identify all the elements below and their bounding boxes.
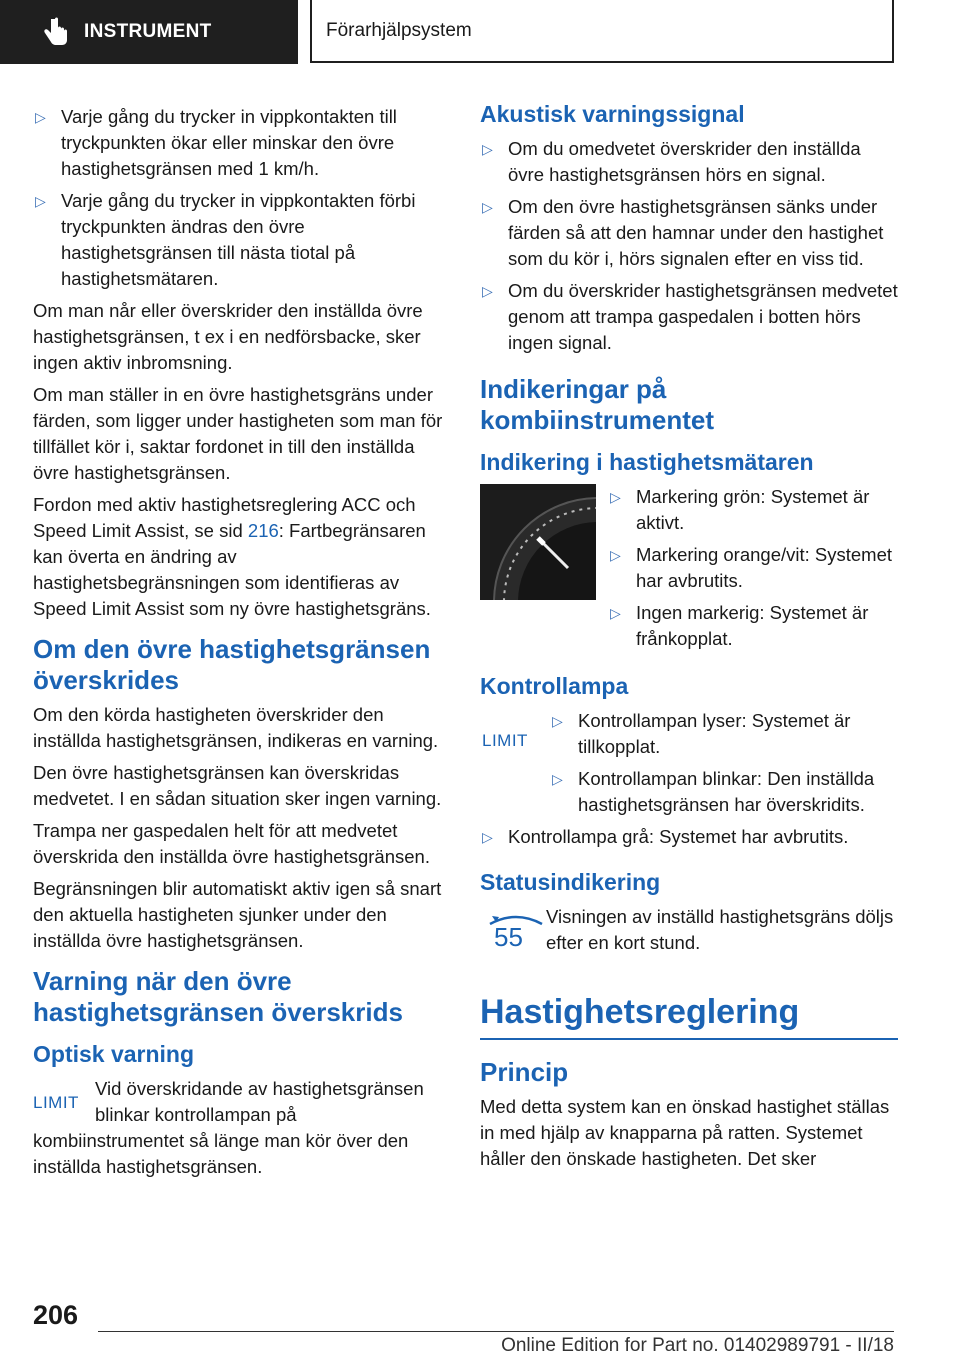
list-item: ▷ Ingen markerig: Systemet är frånkopplat. (608, 600, 898, 652)
subsection-heading: Statusindikering (480, 869, 661, 895)
header-tab-label: INSTRUMENT (84, 21, 212, 42)
speedometer-figure (480, 484, 898, 658)
paragraph: Om den körda hastigheten överskrider den inställda hastighetsgränsen, indikeras en varning. (33, 704, 439, 751)
hand-pointer-icon (36, 12, 76, 52)
status-speed-icon (480, 904, 546, 958)
list-item: ▷ Varje gång du trycker in vippkontakten till tryckpunkten ökar eller minskar den övre hastighetsgränsen med 1 km/h. (33, 104, 445, 182)
subsection-heading: Princip (480, 1057, 569, 1087)
footer-divider (98, 1331, 894, 1332)
bullet-list (608, 484, 898, 658)
bullet-list (480, 136, 898, 356)
control-lamp-figure (480, 708, 898, 824)
paragraph: Om man når eller överskrider den inställda övre hastighetsgränsen, t ex i en nedförsbacke, sker ingen aktiv inbromsning. (33, 300, 423, 373)
paragraph (33, 1076, 445, 1180)
paragraph-text: Vid överskridande av hastighetsgränsen blinkar kontrollampan på kombiinstrumentet så länge man kör över den inställda hastighetsgränsen. (33, 1078, 424, 1177)
list-item: ▷ Kontrollampan lyser: Systemet är tillkopplat. (550, 708, 898, 760)
subsection-heading: Indikering i hastighetsmätaren (480, 449, 814, 475)
status-figure (480, 904, 898, 962)
section-heading: Om den övre hastighetsgränsen överskrides (33, 634, 431, 695)
list-item: ▷ Om du omedvetet överskrider den inställda övre hastighetsgränsen hörs en signal. (480, 136, 898, 188)
chapter-heading: Hastighetsreglering (480, 992, 898, 1040)
footer-edition: Online Edition for Part no. 01402989791 - II/18 (501, 1335, 894, 1356)
paragraph: Den övre hastighetsgränsen kan överskridas medvetet. I en sådan situation sker ingen varning. (33, 762, 442, 809)
limit-indicator-icon: LIMIT (482, 731, 528, 750)
paragraph: Med detta system kan en önskad hastighet ställas in med hjälp av knapparna på ratten. Systemet håller den önskade hastigheten. Det sker (480, 1096, 890, 1169)
limit-indicator-icon: LIMIT (33, 1093, 79, 1112)
list-item: ▷ Markering grön: Systemet är aktivt. (608, 484, 898, 536)
bullet-list (33, 104, 445, 292)
page-number: 206 (33, 1300, 79, 1330)
bullet-list (480, 824, 898, 850)
status-speed-value: 55 (494, 922, 523, 952)
subsection-heading: Kontrollampa (480, 673, 629, 699)
left-column (33, 104, 445, 1186)
paragraph-text: Fordon med aktiv hastighetsreglering ACC och Speed Limit Assist, se sid (33, 494, 416, 541)
list-item: ▷ Om du överskrider hastighetsgränsen medvetet genom att trampa gaspedalen i botten hörs ingen signal. (480, 278, 898, 356)
list-item: ▷ Markering orange/vit: Systemet har avbrutits. (608, 542, 898, 594)
subsection-heading: Akustisk varningssignal (480, 101, 745, 127)
header-section (310, 0, 894, 63)
section-heading: Indikeringar på kombiinstrumentet (480, 374, 715, 435)
list-item: ▷ Om den övre hastighetsgränsen sänks under färden så att den hamnar under den hastighet som du kör i, hörs signalen efter en viss tid. (480, 194, 898, 272)
speedometer-image-icon (480, 484, 596, 600)
right-column (480, 100, 898, 1178)
paragraph: Visningen av inställd hastighetsgräns döljs efter en kort stund. (546, 906, 894, 953)
list-item: ▷ Varje gång du trycker in vippkontakten förbi tryckpunkten ändras den övre hastighetsgränsen till nästa tiotal på hastighetsmätaren. (33, 188, 445, 292)
paragraph: Om man ställer in en övre hastighetsgräns under färden, som ligger under hastigheten som man för tillfället kör i, saktar fordonet in till den inställda övre hastighetsgränsen. (33, 384, 443, 483)
page-link[interactable]: 216 (247, 520, 279, 541)
list-item: ▷ Kontrollampa grå: Systemet har avbrutits. (480, 824, 898, 850)
paragraph (33, 492, 445, 622)
header-section-label: Förarhjälpsystem (326, 19, 472, 41)
bullet-list (550, 708, 898, 824)
list-item: ▷ Kontrollampan blinkar: Den inställda hastighetsgränsen har överskridits. (550, 766, 898, 818)
paragraph: Trampa ner gaspedalen helt för att medvetet överskrida den inställda övre hastighetsgränsen. (33, 820, 430, 867)
paragraph: Begränsningen blir automatiskt aktiv igen så snart den aktuella hastigheten sjunker under den inställda övre hastighetsgränsen. (33, 878, 442, 951)
header-tab (0, 0, 298, 64)
subsection-heading: Optisk varning (33, 1041, 195, 1067)
section-heading: Varning när den övre hastighetsgränsen överskrids (33, 966, 403, 1027)
paragraph-text: : Fartbegränsaren kan överta en ändring av hastighetsbegränsningen som identifieras av Speed Limit Assist som ny övre hastighetsgräns. (33, 520, 431, 619)
